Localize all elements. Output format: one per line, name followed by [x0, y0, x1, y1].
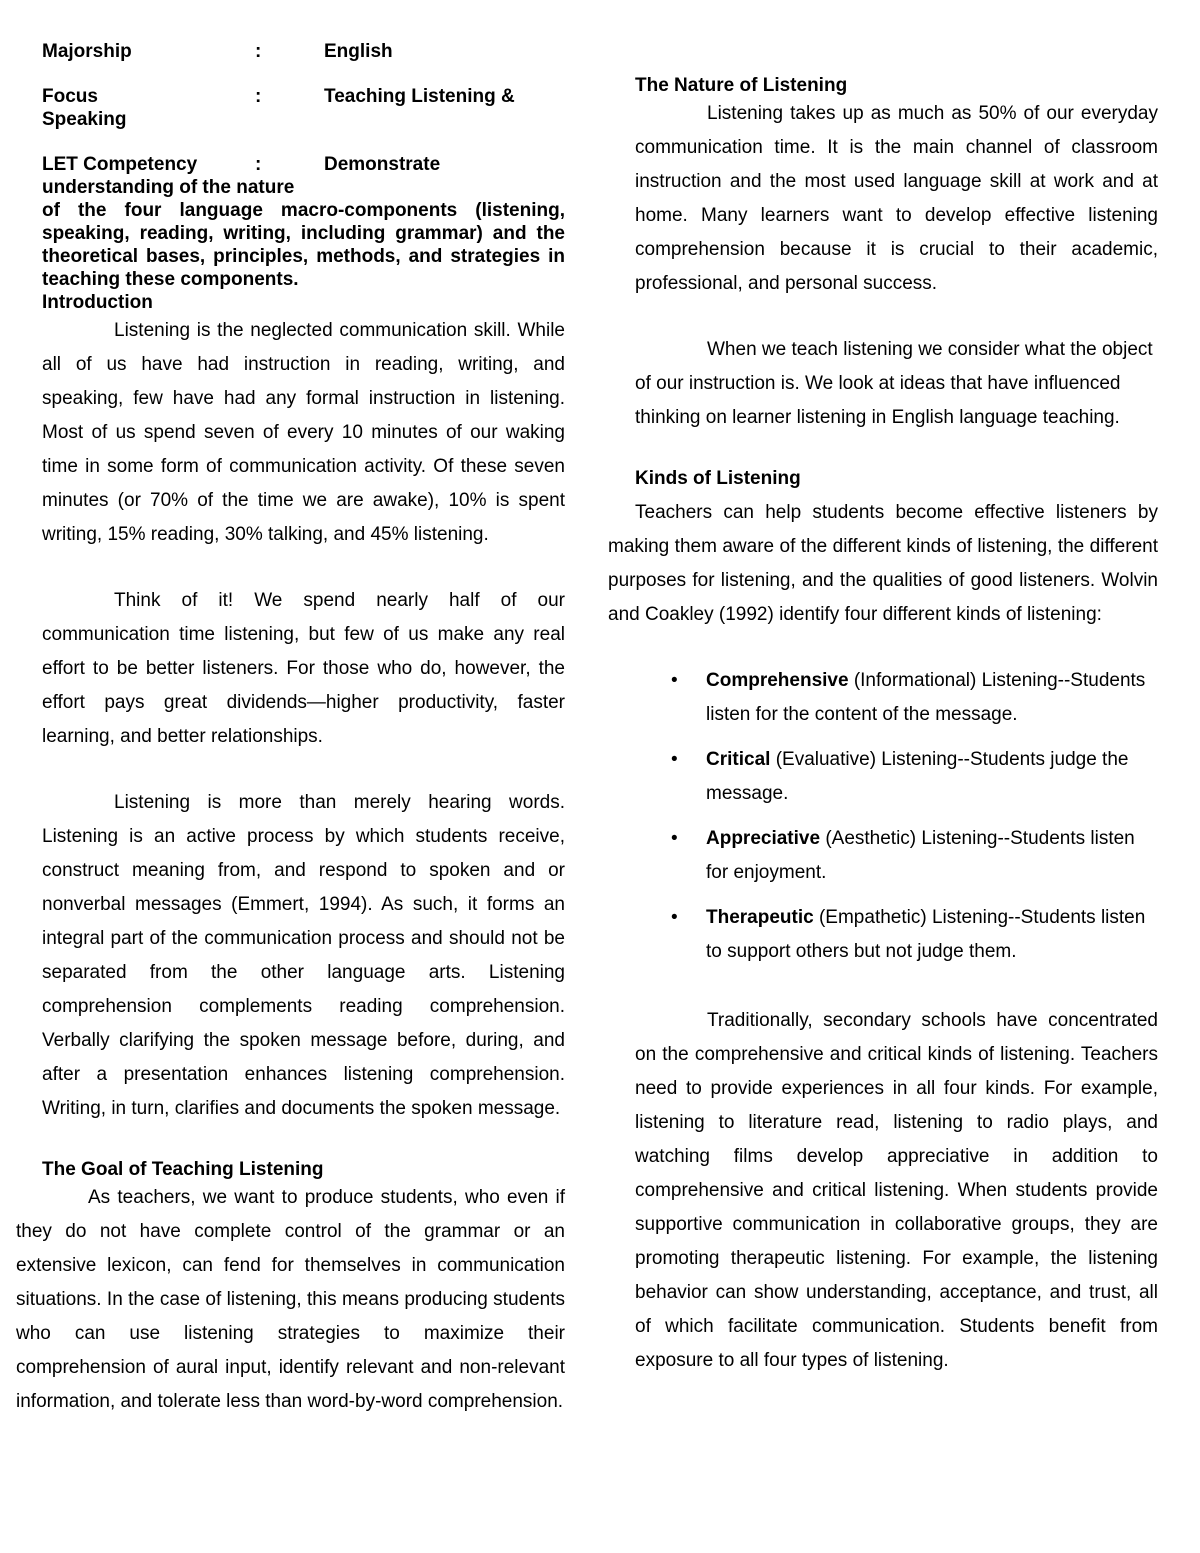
goal-heading: The Goal of Teaching Listening [42, 1159, 324, 1180]
kind-term: Comprehensive [706, 670, 849, 691]
kinds-paragraph-2: Traditionally, secondary schools have concentrated on the comprehensive and critical kinds of listening. Teachers need to provide experiences in all four kinds. For example, listening to literature read, listening to radio plays, and watching films develop appreciative in addition to comprehensive and critical listening. When students provide supportive communication in collaborative groups, they are promoting therapeutic listening. For example, the listening behavior can show understanding, acceptance, and trust, all of which facilitate communication. Students benefit from exposure to all four types of listening. [635, 1010, 1158, 1371]
majorship-colon: : [255, 41, 262, 62]
focus-value: Teaching Listening & [324, 86, 515, 107]
introduction-paragraph-1: Listening is the neglected communication skill. While all of us have had instruction in reading, writing, and speaking, few have had any formal instruction in listening. Most of us spend seven of every 10 minutes of our waking time in some form of communication activity. Of these seven minutes (or 70% of the time we are awake), 10% is spent writing, 15% reading, 30% talking, and 45% listening. [42, 320, 565, 545]
kind-description: (Evaluative) Listening--Students judge the message. [706, 749, 1129, 804]
introduction-paragraph-2: Think of it! We spend nearly half of our communication time listening, but few of us make any real effort to be better listeners. For those who do, however, the effort pays great dividends—higher productivity, faster learning, and better relationships. [42, 590, 565, 747]
kind-term: Critical [706, 749, 771, 770]
competency-row [42, 153, 565, 291]
kinds-list-item [671, 664, 1158, 732]
kind-term: Appreciative [706, 828, 821, 849]
introduction-heading: Introduction [42, 292, 153, 313]
kind-term: Therapeutic [706, 907, 814, 928]
right-column [608, 74, 1158, 1378]
bullet-icon: • [671, 749, 678, 770]
competency-colon: : [255, 154, 262, 175]
kinds-heading: Kinds of Listening [635, 468, 801, 489]
competency-label: LET Competency [42, 154, 198, 175]
kinds-list-item [671, 901, 1158, 969]
nature-paragraph-2: When we teach listening we consider what the object of our instruction is. We look at ideas that have influenced thinking on learner listening in English language teaching. [635, 339, 1153, 428]
nature-paragraph-1: Listening takes up as much as 50% of our everyday communication time. It is the main channel of classroom instruction and the most used language skill at work and at home. Many learners want to develop effective listening comprehension because it is crucial to their academic, professional, and personal success. [635, 103, 1158, 294]
competency-value-cont: understanding of the nature [42, 177, 295, 198]
kind-description: (Informational) Listening--Students listen for the content of the message. [706, 670, 1146, 725]
bullet-icon: • [671, 828, 678, 849]
bullet-icon: • [671, 907, 678, 928]
kinds-list-item [671, 743, 1158, 811]
focus-label: Focus [42, 86, 98, 107]
competency-description: of the four language macro-components (listening, speaking, reading, writing, including grammar) and the theoretical bases, principles, methods, and strategies in teaching these components. [42, 200, 565, 290]
majorship-row [42, 40, 565, 63]
introduction-paragraph-3: Listening is more than merely hearing words. Listening is an active process by which students receive, construct meaning from, and respond to spoken and or nonverbal messages (Emmert, 1994). As such, it forms an integral part of the communication process and should not be separated from the other language arts. Listening comprehension complements reading comprehension. Verbally clarifying the spoken message before, during, and after a presentation enhances listening comprehension. Writing, in turn, clarifies and documents the spoken message. [42, 792, 565, 1119]
bullet-icon: • [671, 670, 678, 691]
focus-row [42, 85, 565, 131]
kinds-list [608, 664, 1158, 969]
kind-description: (Aesthetic) Listening--Students listen for enjoyment. [706, 828, 1135, 883]
focus-value-cont: Speaking [42, 109, 127, 130]
majorship-value: English [324, 41, 393, 62]
majorship-label: Majorship [42, 41, 132, 62]
kind-description: (Empathetic) Listening--Students listen to support others but not judge them. [706, 907, 1146, 962]
kinds-list-item [671, 822, 1158, 890]
kinds-paragraph-1: Teachers can help students become effective listeners by making them aware of the different kinds of listening, the different purposes for listening, and the qualities of good listeners. Wolvin and Coakley (1992) identify four different kinds of listening: [608, 502, 1158, 625]
nature-heading: The Nature of Listening [635, 75, 848, 96]
goal-paragraph-1: As teachers, we want to produce students, who even if they do not have complete control of the grammar or an extensive lexicon, can fend for themselves in communication situations. In the case of listening, this means producing students who can use listening strategies to maximize their comprehension of aural input, identify relevant and non-relevant information, and tolerate less than word-by-word comprehension. [16, 1187, 565, 1412]
competency-value: Demonstrate [324, 154, 441, 175]
focus-colon: : [255, 86, 262, 107]
left-column [16, 40, 565, 1419]
